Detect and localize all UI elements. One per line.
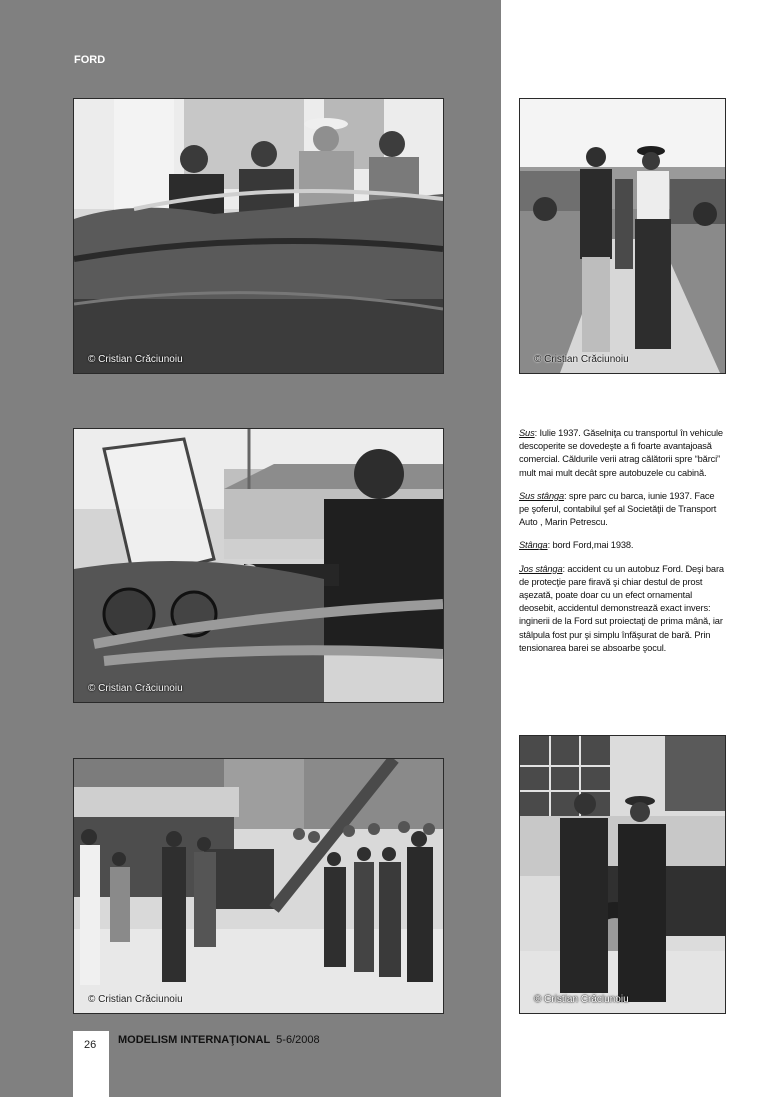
magazine-footer [118,1034,320,1046]
photo-bus-accident-crowd [73,758,444,1014]
magazine-issue: 5-6/2008 [276,1034,320,1046]
photo-two-men-by-car [519,735,726,1014]
caption-text: : accident cu un autobuz Ford. Deşi bara de protecţie pare firavă şi chiar destul de prost aşezată, poate doar cu un efect ornamental deosebit, accidentul demonstrează exact invers: inginerii de la Ford sut proiectaţi de prima mână, iar stâlpula fost pur şi simplu înfăşurat de bară. Prin tensionarea barei se absoarbe şocul. [519,563,724,653]
photo-credit: © Cristian Crăciunoiu [88,354,183,365]
section-label: FORD [74,54,106,66]
caption-text: : Iulie 1937. Găselniţa cu transportul în vehicule descoperite se dovedeşte a fi foarte avantajoasă comercial. Căldurile verii atrag călătorii spre “bărci” mult mai mult decât spre autobuzele cu cabină. [519,428,723,478]
caption-label: Jos stânga [519,563,563,574]
caption-label: Sus stânga [519,490,565,501]
photo-driver-dashboard [73,428,444,703]
photo-credit: © Cristian Crăciunoiu [88,994,183,1005]
caption-top-left [519,490,726,530]
caption-text: : spre parc cu barca, iunie 1937. Face pe şoferul, contabilul şef al Societăţii de Transport Auto , Marin Petrescu. [519,490,717,528]
caption-text: : bord Ford,mai 1938. [547,540,634,551]
photo-credit: © Cristian Crăciunoiu [534,994,629,1005]
caption-label: Sus [519,428,535,438]
photo-open-bus-passengers [73,98,444,374]
caption-left [519,539,726,552]
photo-credit: © Cristian Crăciunoiu [88,683,183,694]
page-number: 26 [84,1039,97,1051]
caption-label: Stânga [519,540,548,551]
photo-men-on-path [519,98,726,374]
caption-top [519,427,726,480]
captions-block [519,427,726,665]
magazine-title: MODELISM INTERNAŢIONAL [118,1034,271,1046]
caption-bottom-left [519,563,726,655]
photo-credit: © Cristian Crăciunoiu [534,354,629,365]
